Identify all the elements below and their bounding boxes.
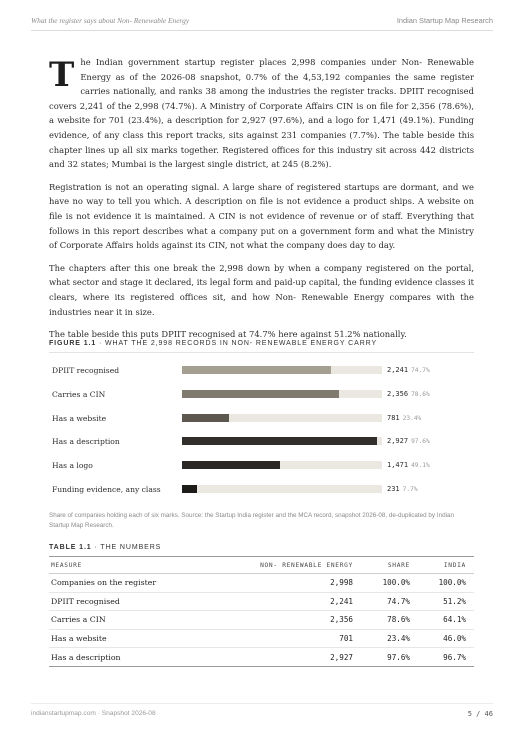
table-row (49, 611, 474, 630)
cell-share: 97.6% (361, 648, 418, 667)
bar-track (182, 414, 382, 422)
numbers-table (49, 556, 474, 667)
bar-row (49, 360, 474, 384)
bar-value-label (387, 390, 430, 398)
cell-share: 100.0% (361, 574, 418, 593)
cell-measure: Carries a CIN (49, 611, 249, 630)
table-header-row (49, 557, 474, 574)
bar-category-label: Has a website (52, 413, 107, 423)
bar-percent: 74.7% (411, 367, 430, 374)
bar (182, 414, 229, 422)
bar-category-label: DPIIT recognised (52, 366, 120, 375)
bar-track (182, 437, 382, 445)
bar-value-label (387, 366, 430, 374)
figure-caption (49, 340, 377, 347)
figure-source-note: Share of companies holding each of six marks. Source: the Startup India register and the MCA record, snapshot 2026-08, de-duplicated by Indian Startup Map Research. (49, 512, 454, 529)
figure-rule (49, 352, 474, 353)
cell-sector: 2,356 (249, 611, 361, 630)
bar (182, 390, 339, 398)
bar-count: 2,927 (387, 437, 409, 446)
table-caption (49, 544, 161, 551)
paragraph-3: The chapters after this one break the 2,998 down by when a company registered on the portal, what sector and stage it declared, its legal form and paid-up capital, the funding evidence classes it clears, where its registered offices sit, and how Non- Renewable Energy compares with the industries near it in size. (49, 262, 474, 317)
paragraph-2: Registration is not an operating signal. A large share of registered startups are dormant, and we have no way to tell you which. A description on file is not evidence a product ships. A website on file is not evidence it is maintained. A CIN is not evidence of revenue or of staff. Everything that follows in this report describes what a company put on a government form and what the Ministry of Corporate Affairs holds against its CIN, not what the company does day to day. (49, 181, 474, 251)
bar-count: 1,471 (387, 461, 409, 470)
bar-count: 781 (387, 413, 400, 422)
page-footer (31, 710, 493, 718)
cell-share: 78.6% (361, 611, 418, 630)
column-header-share: SHARE (361, 557, 418, 574)
cell-sector: 701 (249, 629, 361, 648)
paragraph-4: The table beside this puts DPIIT recognised at 74.7% here against 51.2% nationally. (49, 329, 407, 340)
cell-india: 100.0% (418, 574, 474, 593)
cell-india: 51.2% (418, 592, 474, 611)
bar (182, 461, 280, 469)
bar-percent: 97.6% (411, 438, 430, 446)
figure-title: · WHAT THE 2,998 RECORDS IN NON- RENEWABLE ENERGY CARRY (96, 340, 378, 347)
table-row (49, 629, 474, 648)
bar-chart (49, 360, 474, 503)
bar-percent: 49.1% (411, 462, 430, 470)
footer-site: indianstartupmap.com · Snapshot 2026-08 (31, 710, 156, 717)
running-header-chapter-title: What the register says about Non- Renewable Energy (31, 16, 190, 25)
bar-track (182, 461, 382, 469)
running-header-publication: Indian Startup Map Research (396, 16, 493, 25)
bar-value-label (387, 414, 421, 422)
table-number: TABLE 1.1 (49, 544, 92, 551)
bar-percent: 7.7% (402, 485, 418, 493)
bar-count: 2,241 (387, 366, 409, 374)
bar-row (49, 408, 474, 432)
cell-india: 46.0% (418, 629, 474, 648)
bar-row (49, 431, 474, 455)
cell-sector: 2,241 (249, 592, 361, 611)
bar-category-label: Has a logo (52, 461, 93, 471)
cell-sector: 2,998 (249, 574, 361, 593)
table-row (49, 574, 474, 593)
table-row (49, 592, 474, 611)
bar-category-label: Funding evidence, any class (52, 484, 161, 494)
figure-number: FIGURE 1.1 (49, 340, 97, 347)
cell-india: 96.7% (418, 648, 474, 667)
cell-measure: Has a description (49, 648, 249, 667)
column-header-india: INDIA (418, 557, 474, 574)
bar-percent: 78.6% (411, 390, 430, 398)
bar-row (49, 384, 474, 408)
bar-category-label: Carries a CIN (52, 389, 106, 399)
header-rule (31, 30, 493, 31)
bar-value-label (387, 461, 430, 469)
drop-cap: T (49, 55, 75, 95)
table-title: · THE NUMBERS (91, 544, 162, 551)
body-text (49, 55, 474, 350)
bar (182, 437, 377, 445)
cell-measure: Has a website (49, 629, 249, 648)
cell-share: 74.7% (361, 592, 418, 611)
cell-measure: Companies on the register (49, 574, 249, 593)
column-header-sector: NON- RENEWABLE ENERGY (249, 557, 361, 574)
footer-rule (31, 703, 493, 704)
bar-value-label (387, 485, 418, 493)
paragraph-1-text: he Indian government startup register places 2,998 companies under Non- Renewable Energy as of the 2026-08 snapshot, 0.7% of the 4,53,192 companies the same register carries nationally, and ranks 38 among the industries the register tracks. DPIIT recognised covers 2,241 of the 2,998 (74.7%). A Ministry of Corporate Affairs CIN is on file for 2,356 (78.6%), a website for 701 (23.4%), a description for 2,927 (97.6%), and a logo for 1,471 (49.1%). Funding evidence, of any class this report tracks, sits against 231 companies (7.7%). The table beside this chapter lines up all six marks together. Registered offices for this industry sit across 442 districts and 32 states; Mumbai is the largest single district, at 245 (8.2%). (49, 57, 474, 170)
cell-measure: DPIIT recognised (49, 592, 249, 611)
bar (182, 485, 197, 493)
column-header-measure: MEASURE (49, 557, 249, 574)
bar-track (182, 390, 382, 398)
bar-value-label (387, 437, 430, 445)
bar-track (182, 485, 382, 493)
bar (182, 366, 331, 374)
bar-count: 231 (387, 484, 400, 493)
cell-sector: 2,927 (249, 648, 361, 667)
paragraph-1 (49, 55, 474, 172)
cell-india: 64.1% (418, 611, 474, 630)
bar-row (49, 479, 474, 503)
bar-category-label: Has a description (52, 437, 120, 447)
table-row (49, 648, 474, 667)
running-header (31, 16, 493, 30)
bar-row (49, 455, 474, 479)
cell-share: 23.4% (361, 629, 418, 648)
page-number: 5 / 46 (467, 710, 493, 718)
bar-percent: 23.4% (402, 414, 422, 422)
bar-track (182, 366, 382, 374)
bar-count: 2,356 (387, 389, 409, 398)
